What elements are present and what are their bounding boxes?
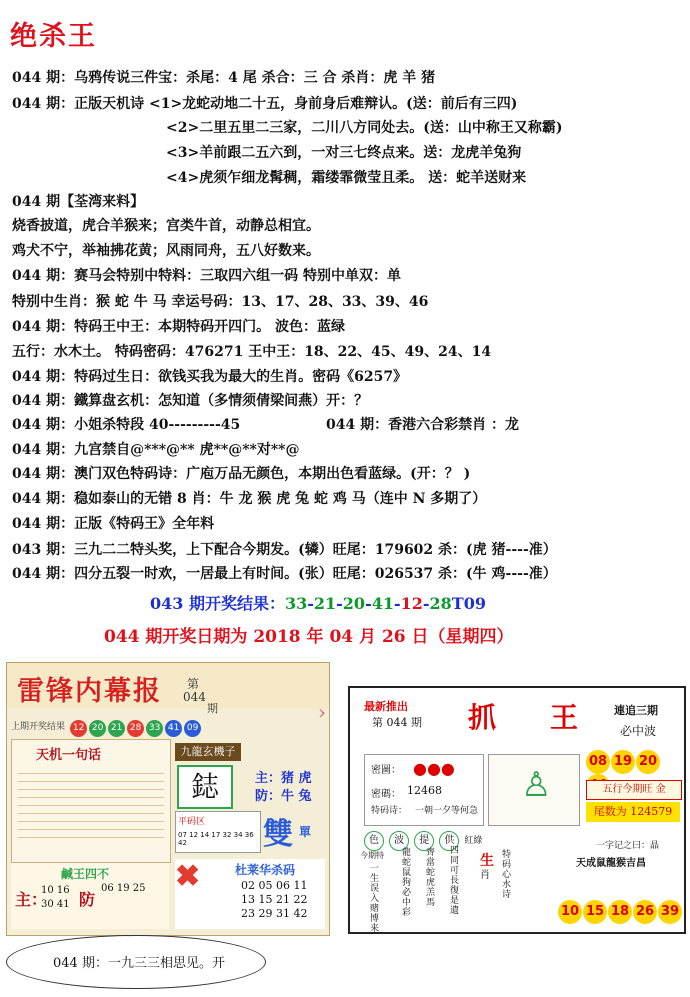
- bottom-left-box: [11, 863, 169, 929]
- page-title: 绝杀王: [10, 21, 97, 52]
- result-sep: -: [422, 594, 430, 613]
- right-panel: [348, 686, 686, 934]
- xiao-char: 肖: [480, 870, 490, 881]
- big-char: 鋕: [177, 765, 233, 809]
- color-band: [364, 828, 482, 846]
- result-num-4: 41: [371, 594, 394, 613]
- result-num-2: 21: [313, 594, 337, 613]
- line-16: 044 期：九宫禁自@***@** 虎**@**对**@: [12, 442, 300, 458]
- chevron-right-icon: ›: [318, 700, 326, 724]
- special-row-1: 02 05 06 11: [241, 879, 308, 892]
- pingma-numbers: 07 12 14 17 32 34 36 42: [178, 831, 254, 847]
- line-13: 044 期：特码过生日：欲钱买我为最大的生肖。密码《6257》: [12, 369, 408, 385]
- left-issue-suffix: 期: [207, 702, 218, 715]
- jiulong-label: 九龍玄機子: [175, 743, 241, 761]
- figure-icon: ♙: [521, 765, 552, 805]
- side-text-6: 特码心水诗: [502, 850, 512, 900]
- line-11: 044 期：特码王中王：本期特码开四门。 波色：蓝绿: [12, 319, 345, 335]
- bottom-label: 鹹王四不: [61, 867, 110, 881]
- code-label: 密碼：: [371, 789, 401, 800]
- left-issue-no: 044: [183, 690, 206, 704]
- special-label: 杜莱华杀码: [235, 863, 296, 877]
- fang2-numbers: 06 19 25: [101, 883, 146, 894]
- code-value: 12468: [407, 784, 442, 797]
- title-right: 王: [550, 701, 579, 734]
- line-2: 044 期：正版天机诗 <1>龙蛇动地二十五，身前身后难辩认。(送：前后有三四): [12, 96, 518, 112]
- line-4: <3>羊前跟二五六到，一对三七终点来。送：龙虎羊兔狗: [166, 145, 522, 161]
- band-char: 提: [414, 831, 434, 851]
- right-issue: 第 044 期: [372, 716, 422, 729]
- shuang-char: 雙: [263, 817, 293, 852]
- left-panel-title: 雷锋内幕报: [17, 676, 162, 707]
- main-zodiac: 主：猪 虎: [255, 771, 312, 786]
- fang2-label: 防: [79, 890, 96, 909]
- result-num-3: 20: [342, 594, 366, 613]
- result-num-6: 28: [429, 594, 452, 613]
- line-12: 五行：水木土。 特码密码：476271 王中王：18、22、45、49、24、14: [12, 344, 492, 360]
- prev-ball: 33: [146, 720, 163, 737]
- special-row-3: 23 29 31 42: [241, 907, 308, 920]
- results-line: [150, 591, 486, 614]
- draw-date: 044 期开奖日期为 2018 年 04 月 26 日（星期四）: [104, 627, 514, 647]
- results-label: 043 期开奖结果：: [150, 594, 285, 613]
- line-5: <4>虎须乍细龙髯稠，霜缕霏微莹且柔。 送：蛇羊送财来: [166, 170, 527, 186]
- top-ball: 19: [611, 750, 635, 774]
- tianji-lines: [18, 766, 164, 845]
- sha-icon: ✖: [175, 859, 201, 894]
- result-tail: T09: [451, 594, 486, 613]
- pingma-box: [175, 811, 261, 853]
- main2-row-1: 10 16: [41, 885, 70, 896]
- prev-ball: 20: [89, 720, 106, 737]
- password-label: 密圖：: [371, 765, 401, 776]
- band-char: 波: [389, 831, 409, 851]
- sheng-char: 生: [480, 853, 494, 869]
- side-text-3: 龍蛇鼠狗必中彩: [402, 848, 412, 918]
- result-sep: -: [393, 594, 401, 613]
- password-box: [364, 754, 484, 826]
- special-row-2: 13 15 21 22: [241, 893, 308, 906]
- line-20: 043 期：三九二二特头奖，上下配合今期发。(辚）旺尾：179602 杀：(虎 猪----准）: [12, 542, 557, 558]
- side-text-5: 四同可長復是遺: [450, 846, 460, 916]
- line-15: 044 期：小姐杀特段 40---------45: [12, 417, 241, 433]
- top-ball: 20: [636, 750, 660, 774]
- bottom-ball: 26: [633, 900, 657, 924]
- tianji-box: [11, 739, 171, 863]
- line-1: 044 期：乌鸦传说三件宝：杀尾：4 尾 杀合：三 合 杀肖：虎 羊 猪: [12, 70, 436, 86]
- pingma-label: 平码区: [178, 817, 206, 827]
- streak-label: 連追三期: [614, 704, 658, 717]
- speech-bubble: [6, 935, 266, 989]
- password-icon: ●●●: [413, 759, 455, 778]
- line-19: 044 期：正版《特码王》全年料: [12, 516, 215, 532]
- poem-value: 一朝一夕等何急: [415, 806, 479, 816]
- line-3: <2>二里五里二三家，二川八方同处去。(送：山中称王又称霸): [166, 120, 563, 136]
- band-tail: 紅綠: [464, 836, 483, 846]
- band-char: 供: [439, 831, 459, 851]
- dan-char: 單: [299, 825, 312, 839]
- line-14: 044 期：鐵算盘玄机：怎知道（多情须倩梁间燕）开：？: [12, 393, 369, 409]
- fang-zodiac: 防：牛 兔: [255, 789, 312, 804]
- main2-row-2: 30 41: [41, 899, 70, 910]
- side-text-4: 齊當蛇虎羔馬: [426, 848, 436, 908]
- prev-ball: 12: [70, 720, 87, 737]
- figure-box: [488, 754, 580, 826]
- bottom-ball: 10: [558, 900, 582, 924]
- main2-label: 主：: [15, 890, 48, 909]
- line-7: 烧香披道，虎合羊猴来；宫类牛首，动静总相宜。: [12, 218, 320, 234]
- band-char: 色: [364, 831, 384, 851]
- title-left: 抓: [468, 701, 497, 734]
- side-text-1: 今期特: [360, 851, 384, 860]
- new-label: 最新推出: [364, 700, 408, 713]
- prev-label: 上期开奖结果: [11, 722, 66, 732]
- line-10: 特别中生肖：猴 蛇 牛 马 幸运号码：13、17、28、33、39、46: [12, 294, 429, 310]
- result-num-1: 33: [284, 594, 308, 613]
- must-label: 必中波: [620, 724, 657, 738]
- tianji-title: 天机一句话: [36, 748, 102, 763]
- result-sep: -: [336, 594, 343, 613]
- poem-label: 特码诗：: [371, 806, 408, 816]
- line-9: 044 期：赛马会特别中特料：三取四六组一码 特别中单双：单: [12, 268, 401, 284]
- line-21: 044 期：四分五裂一时欢，一居最上有时间。(张）旺尾：026537 杀：(牛 鸡----准）: [12, 566, 557, 582]
- prev-ball: 41: [165, 720, 182, 737]
- bottom-ball: 18: [608, 900, 632, 924]
- line-8: 鸡犬不宁，举袖拂花黄；风雨同舟，五八好数来。: [12, 243, 320, 259]
- side-text-2: 一生误入赌博来: [370, 864, 380, 934]
- bubble-text: 044 期：一九三三相思见。开: [53, 956, 225, 971]
- prev-ball: 21: [108, 720, 125, 737]
- special-box: [175, 859, 325, 929]
- bottom-ball: 15: [583, 900, 607, 924]
- line-17: 044 期：澳门双色特码诗：广庖万品无颜色，本期出色看蓝绿。(开：？ ): [12, 466, 471, 482]
- line-18: 044 期：稳如泰山的无错 8 肖：牛 龙 猴 虎 兔 蛇 鸡 马（连中 N 多期了）: [12, 491, 487, 507]
- tail-box: 尾数为 124579: [586, 802, 680, 822]
- top-ball: 08: [586, 750, 610, 774]
- result-sep: -: [365, 594, 372, 613]
- prev-results-bar: [11, 715, 327, 735]
- prev-ball: 09: [184, 720, 201, 737]
- left-panel: [6, 662, 330, 936]
- line-6: 044 期【荃湾来料】: [12, 194, 145, 210]
- prev-ball: 28: [127, 720, 144, 737]
- memo-2: 天成鼠龍猴吉昌: [576, 858, 646, 869]
- side-note: 044 期：香港六合彩禁肖 ：龙: [326, 417, 519, 433]
- wuxing-box: 五行今期旺 金: [586, 780, 682, 800]
- result-sep: -: [307, 594, 314, 613]
- bottom-ball: 39: [658, 900, 682, 924]
- bottom-balls: [558, 900, 683, 924]
- left-issue-label: 第: [187, 677, 200, 691]
- memo: 一字记之曰：晶: [596, 841, 660, 851]
- result-num-5: 12: [400, 594, 423, 613]
